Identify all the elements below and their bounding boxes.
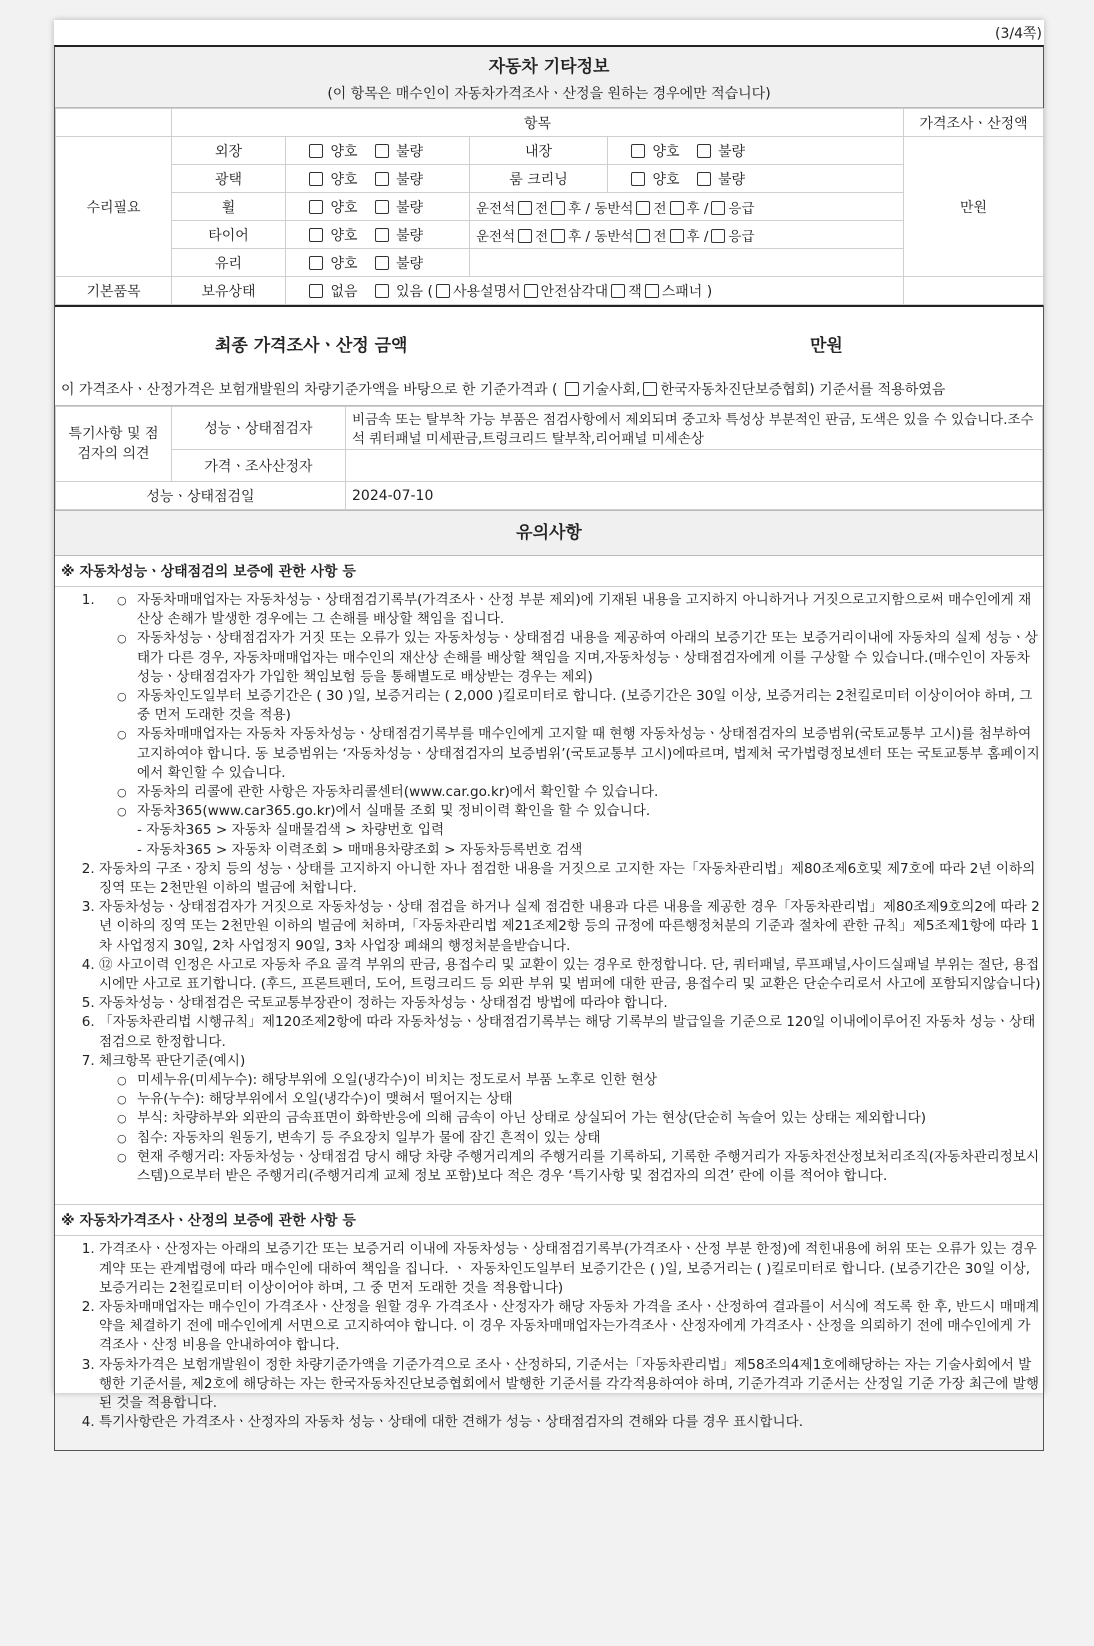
document-sheet (54, 20, 1044, 1431)
spanner-checkbox[interactable] (645, 284, 659, 298)
wheel-emergency-checkbox[interactable] (711, 201, 725, 215)
opinion-table (55, 406, 1043, 510)
opinion-label: 특기사항 및 점검자의 의견 (56, 407, 172, 482)
repair-needed-label: 수리필요 (56, 137, 172, 277)
list-item: ○ 침수: 자동차의 원동기, 변속기 등 주요장치 일부가 물에 잠긴 흔적이 있는 상태 (137, 1129, 1043, 1148)
list-item: 6. 「자동차관리법 시행규칙」제120조제2항에 따라 자동차성능ㆍ상태점검기록부는 해당 기록부의 발급일을 기준으로 120일 이내에이루어진 자동차 성능ㆍ상태점검으로 한정합니다. (99, 1013, 1043, 1051)
sec1-title: ※ 자동차성능ㆍ상태점검의 보증에 관한 사항 등 (55, 556, 1043, 587)
final-price-row (55, 305, 1043, 369)
list-item: 5. 자동차성능ㆍ상태점검은 국토교통부장관이 정하는 자동차성능ㆍ상태점검 방법에 따라야 합니다. (99, 994, 1043, 1013)
row-wheel: 휠 (172, 193, 286, 221)
wheel-passenger-front-checkbox[interactable] (636, 201, 650, 215)
list-item: ○ 1. 자동차매매업자는 자동차성능ㆍ상태점검기록부(가격조사ㆍ산정 부분 제외)에 기재된 내용을 고지하지 아니하거나 거짓으로고지함으로써 매수인에게 재산상 손해가 발생한 경우에는 그 손해를 배상할 책임을 집니다. (137, 591, 1043, 629)
row-tire: 타이어 (172, 221, 286, 249)
row-interior: 내장 (470, 137, 608, 165)
list-item: 7. 체크항목 판단기준(예시) ○ 미세누유(미세누수): 해당부위에 오일(냉각수)이 비치는 정도로서 부품 노후로 인한 현상 ○ 누유(누수): 해당부위에서 오일(냉각수)이 맺혀서 떨어지는 상태 ○ 부식: 차량하부와 외판의 금속표면이 화학반응에 의해 금속이 아닌 상태로 상실되어 가는 현상(단순히 녹슬어 있는 상태는 제외합니다) ○ 침수: 자동차의 원동기, 변속기 등 주요장치 일부가 물에 잠긴 흔적이 있는 상태 ○ 현재 주행거리: 자동차성능ㆍ상태점검 당시 해당 차량 주행거리계의 주행거리를 기록하되, 기록한 주행거리가 자동차전산정보처리조직(자동차관리정보시스템)으로부터 받은 주행거리(주행거리계 교체 정보 포함)보다 적은 경우 ‘특기사항 및 점검자의 의견’ 란에 이를 적어야 합니다. (99, 1052, 1043, 1186)
interior-good-checkbox[interactable] (631, 144, 645, 158)
list-item (99, 591, 1043, 860)
sec2-list (55, 1240, 1043, 1450)
gloss-bad-checkbox[interactable] (375, 172, 389, 186)
inspection-date-value: 2024-07-10 (346, 482, 1043, 510)
inspector-opinion: 비금속 또는 탈부착 가능 부품은 점검사항에서 제외되며 중고차 특성상 부분적인 판금, 도색은 있을 수 있습니다.조수석 쿼터패널 미세판금,트렁크리드 탈부착,리어패널 미세손상 (346, 407, 1043, 450)
list-item: ○ 자동차365(www.car365.go.kr)에서 실매물 조회 및 정비이력 확인을 할 수 있습니다. - 자동차365 > 자동차 실매물검색 > 차량번호 입력 - 자동차365 > 자동차 이력조회 > 매매용차량조회 > 자동차등록번호 검색 (137, 802, 1043, 860)
tech-society-checkbox[interactable] (565, 382, 579, 396)
wheel-driver-front-checkbox[interactable] (518, 201, 532, 215)
owned-none-checkbox[interactable] (309, 284, 323, 298)
tire-driver-front-checkbox[interactable] (518, 229, 532, 243)
list-item: ○ 자동차매매업자는 자동차 자동차성능ㆍ상태점검기록부를 매수인에게 고지할 때 현행 자동차성능ㆍ상태점검자의 보증범위(국토교통부 고시)를 첨부하여 고지하여야 합니다. 동 보증범위는 ‘자동차성능ㆍ상태점검자의 보증범위’(국토교통부 고시)에따르며, 법제처 국가법령정보센터 또는 국토교통부 홈페이지에서 확인할 수 있습니다. (137, 725, 1043, 783)
list-item: 3. 자동차가격은 보험개발원이 정한 차량기준가액을 기준가격으로 조사ㆍ산정하되, 기준서는「자동차관리법」제58조의4제1호에해당하는 자는 기술사회에서 발행한 기준서를, 제2호에 해당하는 자는 한국자동차진단보증협회에서 발행한 기준서를 각각적용하여야 하며, 기준가격과 기준서는 산정일 기준 가장 최근에 발행된 것을 적용합니다. (99, 1356, 1043, 1414)
list-item: ○ 현재 주행거리: 자동차성능ㆍ상태점검 당시 해당 차량 주행거리계의 주행거리를 기록하되, 기록한 주행거리가 자동차전산정보처리조직(자동차관리정보시스템)으로부터 받은 주행거리(주행거리계 교체 정보 포함)보다 적은 경우 ‘특기사항 및 점검자의 의견’ 란에 이를 적어야 합니다. (137, 1148, 1043, 1186)
assoc-checkbox[interactable] (643, 382, 657, 396)
list-item: ○ 자동차의 리콜에 관한 사항은 자동차리콜센터(www.car.go.kr)에서 확인할 수 있습니다. (137, 783, 1043, 802)
gloss-options: 양호 불량 (286, 165, 470, 193)
sec1-list (55, 591, 1043, 1186)
inspector-label: 성능ㆍ상태점검자 (172, 407, 346, 450)
list-item: 1. 가격조사ㆍ산정자는 아래의 보증기간 또는 보증거리 이내에 자동차성능ㆍ상태점검기록부(가격조사ㆍ산정 부분 한정)에 적힌내용에 허위 또는 오류가 있는 경우 계약 또는 관계법령에 따라 매수인에 대하여 책임을 집니다. ㆍ 자동차인도일부터 보증기간은 ( )일, 보증거리는 ( )킬로미터로 합니다. (보증기간은 30일 이상, 보증거리는 2천킬로미터 이상이어야 하며, 그 중 먼저 도래한 것을 적용합니다) (99, 1240, 1043, 1298)
manual-checkbox[interactable] (436, 284, 450, 298)
list-item: 3. 자동차성능ㆍ상태점검자가 거짓으로 자동차성능ㆍ상태 점검을 하거나 실제 점검한 내용과 다른 내용을 제공한 경우「자동차관리법」제80조제9호의2에 따라 2년 이하의 징역 또는 2천만원 이하의 벌금에 처하며,「자동차관리법 제21조제2항 등의 규정에 따른행정처분의 기준과 절차에 관한 규칙」제5조제1항에 따라 1차 사업정지 30일, 2차 사업정지 90일, 3차 사업장 폐쇄의 행정처분을받습니다. (99, 898, 1043, 956)
row-exterior: 외장 (172, 137, 286, 165)
list-item: 4. ⑫ 사고이력 인정은 사고로 자동차 주요 골격 부위의 판금, 용접수리 및 교환이 있는 경우로 한정합니다. 단, 쿼터패널, 루프패널,사이드실패널 부위는 절단, 용접 시에만 사고로 표기합니다. (후드, 프론트펜더, 도어, 트렁크리드 등 외판 부위 및 범퍼에 대한 판금, 용접수리 및 교환은 단순수리로서 사고에 포함되지않습니다) (99, 956, 1043, 994)
list-item: ○ 누유(누수): 해당부위에서 오일(냉각수)이 맺혀서 떨어지는 상태 (137, 1090, 1043, 1109)
price-manwon: 만원 (904, 137, 1044, 277)
list-item: ○ 미세누유(미세누수): 해당부위에 오일(냉각수)이 비치는 정도로서 부품 노후로 인한 현상 (137, 1071, 1043, 1090)
other-info-section (54, 45, 1044, 1451)
row-room-clean: 룸 크리닝 (470, 165, 608, 193)
triangle-checkbox[interactable] (524, 284, 538, 298)
wheel-passenger-rear-checkbox[interactable] (670, 201, 684, 215)
list-item: 2. 자동차매매업자는 매수인이 가격조사ㆍ산정을 원할 경우 가격조사ㆍ산정자가 해당 자동차 가격을 조사ㆍ산정하여 결과를이 서식에 적도록 한 후, 반드시 매매계약을 체결하기 전에 매수인에게 서면으로 고지하여야 합니다. 이 경우 자동차매매업자는가격조사ㆍ산정자에게 가격조사ㆍ산정을 의뢰하기 전에 매수인에게 가격조사ㆍ산정 비용을 안내하여야 합니다. (99, 1298, 1043, 1356)
wheel-driver-rear-checkbox[interactable] (551, 201, 565, 215)
tire-driver-rear-checkbox[interactable] (551, 229, 565, 243)
row-glass: 유리 (172, 249, 286, 277)
price-header: 가격조사ㆍ산정액 (904, 109, 1044, 137)
glass-options: 양호 불량 (286, 249, 470, 277)
tire-bad-checkbox[interactable] (375, 228, 389, 242)
appraiser-opinion (346, 450, 1043, 482)
room-clean-bad-checkbox[interactable] (697, 172, 711, 186)
list-item: ○ 자동차성능ㆍ상태점검자가 거짓 또는 오류가 있는 자동차성능ㆍ상태점검 내용을 제공하여 아래의 보증기간 또는 보증거리이내에 자동차의 실제 성능ㆍ상태가 다른 경우, 자동차매매업자는 매수인의 재산상 손해를 배상할 책임을 지며,자동차성능ㆍ상태점검자에게 이를 구상할 수 있습니다.(매수인이 자동차성능ㆍ상태점검자가 가입한 책임보험 등을 통해별도로 배상받는 경우는 제외) (137, 629, 1043, 687)
tire-options: 양호 불량 (286, 221, 470, 249)
glass-good-checkbox[interactable] (309, 256, 323, 270)
row-owned: 보유상태 (172, 277, 286, 305)
tire-emergency-checkbox[interactable] (711, 229, 725, 243)
owned-have-checkbox[interactable] (375, 284, 389, 298)
wheel-positions: 운전석 전 후 / 동반석 전 후 / 응급 (470, 193, 904, 221)
jack-checkbox[interactable] (611, 284, 625, 298)
tire-passenger-front-checkbox[interactable] (636, 229, 650, 243)
gloss-good-checkbox[interactable] (309, 172, 323, 186)
final-price-label: 최종 가격조사ㆍ산정 금액 (215, 336, 408, 356)
tire-good-checkbox[interactable] (309, 228, 323, 242)
room-clean-options: 양호 불량 (608, 165, 904, 193)
section-subtitle: (이 항목은 매수인이 자동차가격조사ㆍ산정을 원하는 경우에만 적습니다) (327, 86, 771, 102)
list-item: ○ 자동차인도일부터 보증기간은 ( 30 )일, 보증거리는 ( 2,000 )킬로미터로 합니다. (보증기간은 30일 이상, 보증거리는 2천킬로미터 이상이어야 하며, 그 중 먼저 도래한 것을 적용) (137, 687, 1043, 725)
final-price-unit: 만원 (810, 336, 843, 356)
ownership-options: 없음 있음 ( 사용설명서 안전삼각대 잭 스패너 ) (286, 277, 904, 305)
standard-line: 이 가격조사ㆍ산정가격은 보험개발원의 차량기준가액을 바탕으로 한 기준가격과 ( 기술사회, 한국자동차진단보증협회) 기준서를 적용하였음 (55, 369, 1043, 406)
notice-title: 유의사항 (55, 510, 1043, 556)
interior-bad-checkbox[interactable] (697, 144, 711, 158)
room-clean-good-checkbox[interactable] (631, 172, 645, 186)
list-item: 4. 특기사항란은 가격조사ㆍ산정자의 자동차 성능ㆍ상태에 대한 견해가 성능ㆍ상태점검자의 견해와 다를 경우 표시합니다. (99, 1413, 1043, 1432)
interior-options: 양호 불량 (608, 137, 904, 165)
exterior-options: 양호 불량 (286, 137, 470, 165)
glass-bad-checkbox[interactable] (375, 256, 389, 270)
tire-positions: 운전석 전 후 / 동반석 전 후 / 응급 (470, 221, 904, 249)
list-item: 2. 자동차의 구조ㆍ장치 등의 성능ㆍ상태를 고지하지 아니한 자나 점검한 내용을 거짓으로 고지한 자는「자동차관리법」제80조제6호및 제7호에 따라 2년 이하의 징역 또는 2천만원 이하의 벌금에 처합니다. (99, 860, 1043, 898)
row-gloss: 광택 (172, 165, 286, 193)
sec2-title: ※ 자동차가격조사ㆍ산정의 보증에 관한 사항 등 (55, 1205, 1043, 1236)
wheel-options: 양호 불량 (286, 193, 470, 221)
page-number: (3/4쪽) (995, 26, 1042, 42)
basic-items-label: 기본품목 (56, 277, 172, 305)
wheel-bad-checkbox[interactable] (375, 200, 389, 214)
section-title: 자동차 기타정보 (488, 57, 610, 77)
exterior-bad-checkbox[interactable] (375, 144, 389, 158)
appraiser-label: 가격ㆍ조사산정자 (172, 450, 346, 482)
item-header: 항목 (172, 109, 904, 137)
section-header (55, 47, 1043, 108)
repair-table (55, 108, 1044, 305)
list-item: ○ 부식: 차량하부와 외판의 금속표면이 화학반응에 의해 금속이 아닌 상태로 상실되어 가는 현상(단순히 녹슬어 있는 상태는 제외합니다) (137, 1109, 1043, 1128)
inspection-date-label: 성능ㆍ상태점검일 (56, 482, 346, 510)
exterior-good-checkbox[interactable] (309, 144, 323, 158)
tire-passenger-rear-checkbox[interactable] (670, 229, 684, 243)
wheel-good-checkbox[interactable] (309, 200, 323, 214)
